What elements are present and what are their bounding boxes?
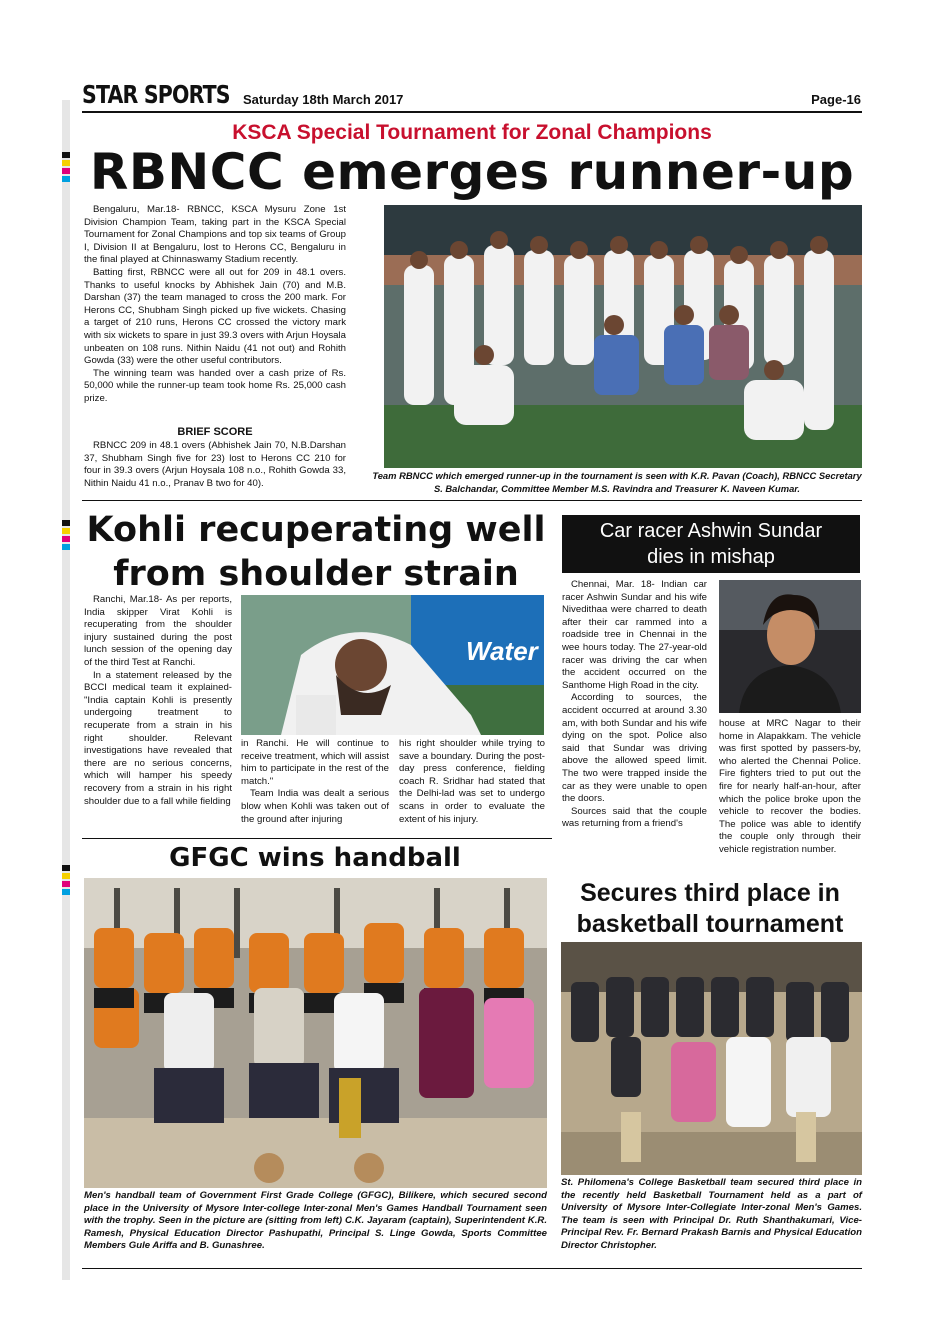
basketball-headline <box>558 878 862 940</box>
article-paragraph: Sources said that the couple was returning from a friend's <box>562 805 707 830</box>
car-headline-line: dies in mishap <box>647 546 775 568</box>
article-paragraph: According to sources, the accident occurred at around 3.30 am, with both Sundar and his wife dying on the spot. Police also said that Sundar was driving above the allowed speed limit. The two were trapped inside the car as they were unable to open the doors. <box>562 692 707 805</box>
registration-mark-magenta <box>62 881 70 887</box>
car-column-1 <box>562 579 707 831</box>
basketball-team-photo <box>561 942 862 1175</box>
gfgc-team-photo <box>84 878 547 1188</box>
section-rule <box>82 500 862 501</box>
registration-mark-cyan <box>62 544 70 550</box>
basketball-headline-line: basketball tournament <box>576 910 844 938</box>
issue-date: Saturday 18th March 2017 <box>243 92 404 107</box>
rbncc-team-photo <box>384 205 862 468</box>
gfgc-headline: GFGC wins handball <box>169 843 461 873</box>
lead-headline: RBNCC emerges runner-up <box>89 143 855 201</box>
article-paragraph: in Ranchi. He will continue to receive treatment, which will assist him to participate in the rest of the match." <box>241 738 389 787</box>
basketball-headline-line: Secures third place in <box>580 879 840 907</box>
registration-mark-yellow <box>62 528 70 534</box>
article-paragraph: Ranchi, Mar.18- As per reports, India skipper Virat Kohli is recuperating from the shoulder injury sustained during the post lunch session of the opening day of the third Test at Ranchi. <box>84 594 232 668</box>
masthead: STAR SPORTS <box>82 80 230 109</box>
article-paragraph: his right shoulder while trying to save a boundary. During the post-day press conference, fielding coach R. Sridhar had stated that the Delhi-lad was set to undergo scans in order to evaluate the extent of his injury. <box>399 738 545 825</box>
article-paragraph: house at MRC Nagar to their home in Alapakkam. The vehicle was first spotted by passers-by, who alerted the Chennai Police. Fire fighters tried to put out the fire for nearly half-an-hour, after which the police broke upon the vehicle to recover the bodies. The police was able to identify the couple only through their vehicle registration number. <box>719 718 861 855</box>
article-paragraph: RBNCC 209 in 48.1 overs (Abhishek Jain 70, N.B.Darshan 37, Shubham Singh five for 23) lost to Herons CC 210 for four in 39.3 overs (Arjun Hoysala 108 n.o., Rohith Gowda 33, Nithin Naidu 41 n.o., Pranav B two for 40). <box>84 440 346 489</box>
kohli-headline-line: Kohli recuperating well <box>86 510 546 550</box>
kohli-headline <box>82 508 550 596</box>
gfgc-photo-caption: Men's handball team of Government First Grade College (GFGC), Bilikere, which secured second place in the University of Mysore Inter-college Inter-zonal Men's Games Handball Tournament seen with the trophy. Seen in the picture are (sitting from left) C.K. Jayaram (captain), Superintendent K.R. Ramesh, Physical Education Director Pashupathi, Principal S. Linge Gowda, Sports Committee Members Gule Ariffa and B. Gunashree. <box>84 1190 547 1251</box>
article-paragraph: The winning team was handed over a cash prize of Rs. 50,000 while the runner-up team took home Rs. 25,000 cash prize. <box>84 367 346 404</box>
section-rule <box>82 838 552 839</box>
basketball-photo-caption: St. Philomena's College Basketball team secured third place in the recently held Basketball Tournament held as a part of University of Mysore Inter-Collegiate Inter-zonal Men's Games. The team is seen with Principal Dr. Ruth Shanthakumari, Vice-Principal Rev. Fr. Bernard Prakash Barnis and Physical Education Director Christopher. <box>561 1177 862 1251</box>
header-rule <box>82 111 862 113</box>
car-column-2 <box>719 718 861 857</box>
registration-mark-magenta <box>62 168 70 174</box>
registration-mark-black <box>62 865 70 871</box>
article-paragraph: Bengaluru, Mar.18- RBNCC, KSCA Mysuru Zone 1st Division Champion Team, taking part in the KSCA Special Tournament for Zonal Champions and top six teams of Group I, Division II at Bengaluru, lost to Herons CC, Bengaluru in the final played at Chinnaswamy Stadium recently. <box>84 204 346 266</box>
kohli-column-1 <box>84 594 232 808</box>
car-headline-line: Car racer Ashwin Sundar <box>599 520 823 542</box>
brief-score-body <box>84 440 346 490</box>
article-paragraph: Team India was dealt a serious blow when Kohli was taken out of the ground after injuring <box>241 788 389 825</box>
registration-mark-yellow <box>62 160 70 166</box>
footer-rule <box>82 1268 862 1269</box>
registration-mark-cyan <box>62 176 70 182</box>
kohli-headline-line: from shoulder strain <box>113 554 519 594</box>
lead-kicker: KSCA Special Tournament for Zonal Champions <box>232 121 712 144</box>
kohli-photo <box>241 595 544 735</box>
kohli-photo-board-text: Water <box>466 636 538 666</box>
kohli-column-2 <box>241 738 389 826</box>
brief-score-heading: BRIEF SCORE <box>177 426 253 438</box>
registration-mark-black <box>62 152 70 158</box>
kohli-column-3 <box>399 738 545 826</box>
page-number: Page-16 <box>811 92 861 107</box>
ashwin-sundar-photo <box>719 580 861 713</box>
registration-mark-yellow <box>62 873 70 879</box>
rbncc-photo-caption: Team RBNCC which emerged runner-up in the tournament is seen with K.R. Pavan (Coach), RBNCC Secretary S. Balchandar, Committee Member M.S. Ravindra and Treasurer K. Naveen Kumar. <box>372 470 862 494</box>
lead-article-body <box>84 204 346 406</box>
registration-strip <box>62 100 70 1280</box>
registration-mark-black <box>62 520 70 526</box>
registration-mark-cyan <box>62 889 70 895</box>
registration-mark-magenta <box>62 536 70 542</box>
article-paragraph: Batting first, RBNCC were all out for 209 in 48.1 overs. Thanks to useful knocks by Abhishek Jain (70) and M.B. Darshan (37) the team managed to cross the 200 mark. For Herons CC, Shubham Singh picked up five wickets. Chasing a target of 210 runs, Herons CC crossed the victory mark with six wickets to spare in just 39.3 overs with Arjun Hoysala unbeaten on 108 runs. Nithin Naidu (41 not out) and Rohith Gowda (33) were the other useful contributors. <box>84 266 346 367</box>
article-paragraph: In a statement released by the BCCI medical team it explained- "India captain Kohli is presently undergoing treatment to recuperate from a strain in his right shoulder. Relevant investigations have revealed that there are no serious concerns, which will hamper his speedy recovery from a strain in his right shoulder due to a fall while fielding <box>84 669 232 807</box>
article-paragraph: Chennai, Mar. 18- Indian car racer Ashwin Sundar and his wife Nivedithaa were charred to death after their car rammed into a roadside tree in Chennai in the wee hours today. The 27-year-old racer was driving the car when the accident occurred on the Santhome High Road in the city. <box>562 579 707 691</box>
car-racer-headline <box>562 515 860 573</box>
